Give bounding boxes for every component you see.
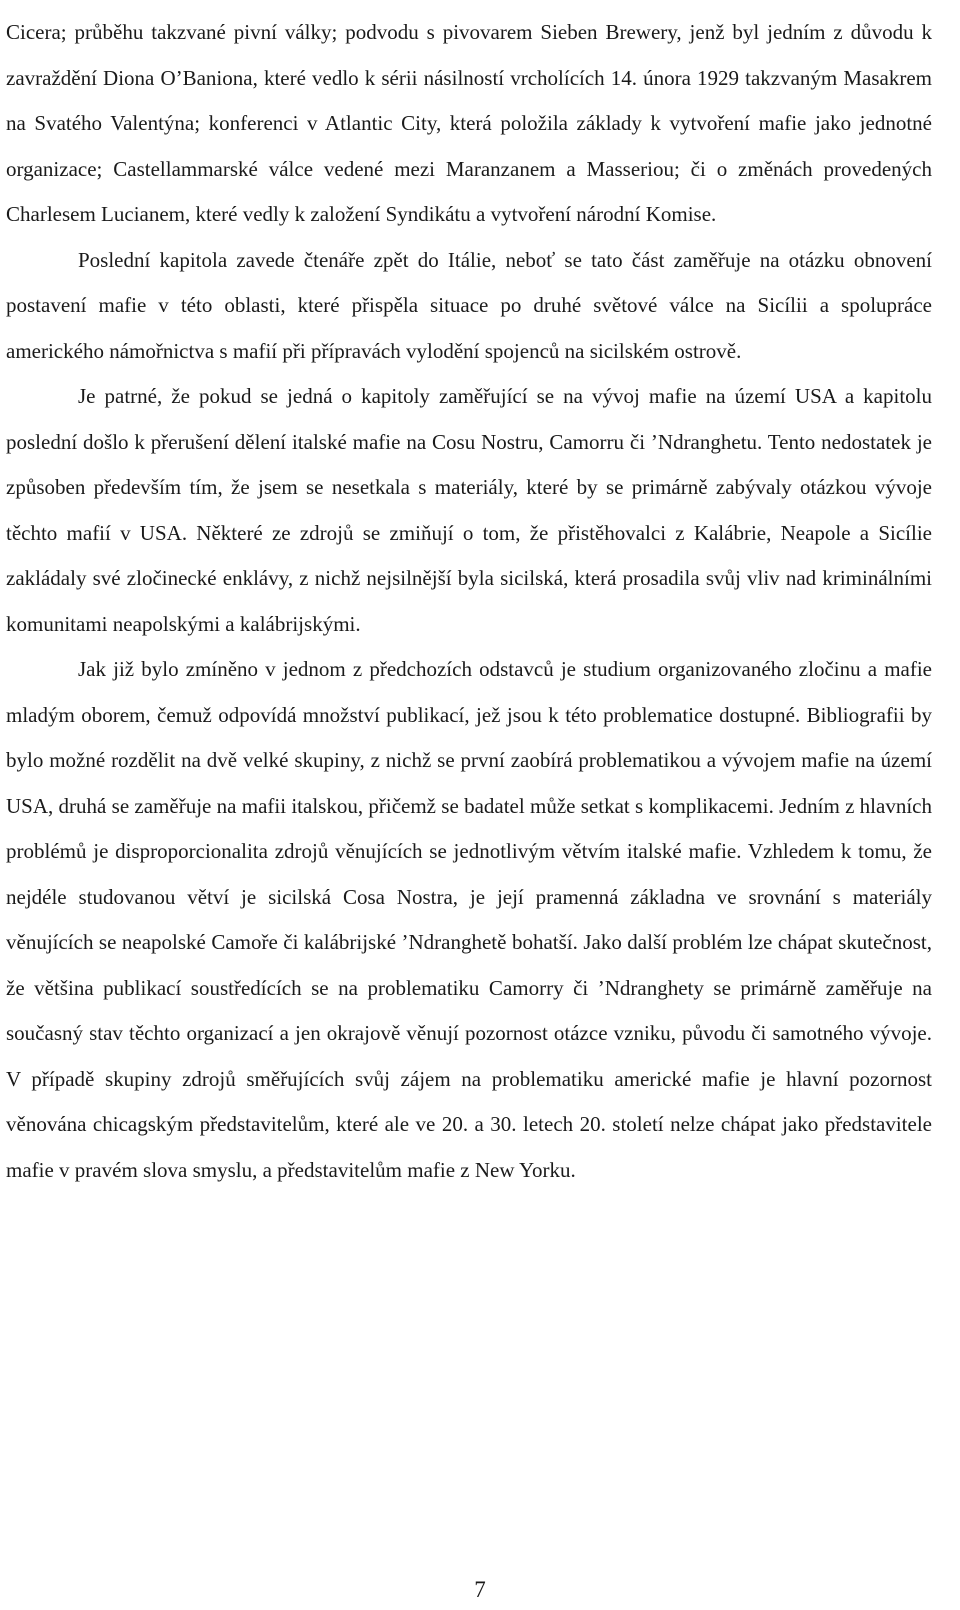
paragraph-3: Je patrné, že pokud se jedná o kapitoly zaměřující se na vývoj mafie na území USA a kapitolu poslední došlo k přerušení dělení italské mafie na Cosu Nostru, Camorru či ’Ndranghetu. Tento nedostatek je způsoben především tím, že jsem se nesetkala s materiály, které by se primárně zabývaly otázkou vývoje těchto mafií v USA. Některé ze zdrojů se zmiňují o tom, že přistěhovalci z Kalábrie, Neapole a Sicílie zakládaly své zločinecké enklávy, z nichž nejsilnější byla sicilská, která prosadila svůj vliv nad kriminálními komunitami neapolskými a kalábrijskými.	[6, 384, 932, 636]
paragraph-1: Cicera; průběhu takzvané pivní války; podvodu s pivovarem Sieben Brewery, jenž byl jedním z důvodu k zavraždění Diona O’Baniona, které vedlo k sérii násilností vrcholících 14. února 1929 takzvaným Masakrem na Svatého Valentýna; konferenci v Atlantic City, která položila základy k vytvoření mafie jako jednotné organizace; Castellammarské válce vedené mezi Maranzanem a Masseriou; či o změnách provedených Charlesem Lucianem, které vedly k založení Syndikátu a vytvoření národní Komise.	[6, 20, 932, 226]
body-text	[6, 10, 932, 1193]
paragraph-2: Poslední kapitola zavede čtenáře zpět do Itálie, neboť se tato část zaměřuje na otázku obnovení postavení mafie v této oblasti, které přispěla situace po druhé světové válce na Sicílii a spolupráce amerického námořnictva s mafií při přípravách vylodění spojenců na sicilském ostrově.	[6, 247, 932, 363]
page-number: 7	[474, 1577, 486, 1602]
paragraph-4: Jak již bylo zmíněno v jednom z předchozích odstavců je studium organizovaného zločinu a mafie mladým oborem, čemuž odpovídá množství publikací, jež jsou k této problematice dostupné. Bibliografii by bylo možné rozdělit na dvě velké skupiny, z nichž se první zaobírá problematikou a vývojem mafie na území USA, druhá se zaměřuje na mafii italskou, přičemž se badatel může setkat s komplikacemi. Jedním z hlavních problémů je disproporcionalita zdrojů věnujících se jednotlivým větvím italské mafie. Vzhledem k tomu, že nejdéle studovanou větví je sicilská Cosa Nostra, je její pramenná základna ve srovnání s materiály věnujících se neapolské Camoře či kalábrijské ’Ndranghetě bohatší. Jako další problém lze chápat skutečnost, že většina publikací soustředících se na problematiku Camorry či ’Ndranghety se primárně zaměřuje na současný stav těchto organizací a jen okrajově věnují pozornost otázce vzniku, původu či samotného vývoje. V případě skupiny zdrojů směřujících svůj zájem na problematiku americké mafie je hlavní pozornost věnována chicagským představitelům, které ale ve 20. a 30. letech 20. století nelze chápat jako představitele mafie v pravém slova smyslu, a představitelům mafie z New Yorku.	[6, 657, 932, 1182]
